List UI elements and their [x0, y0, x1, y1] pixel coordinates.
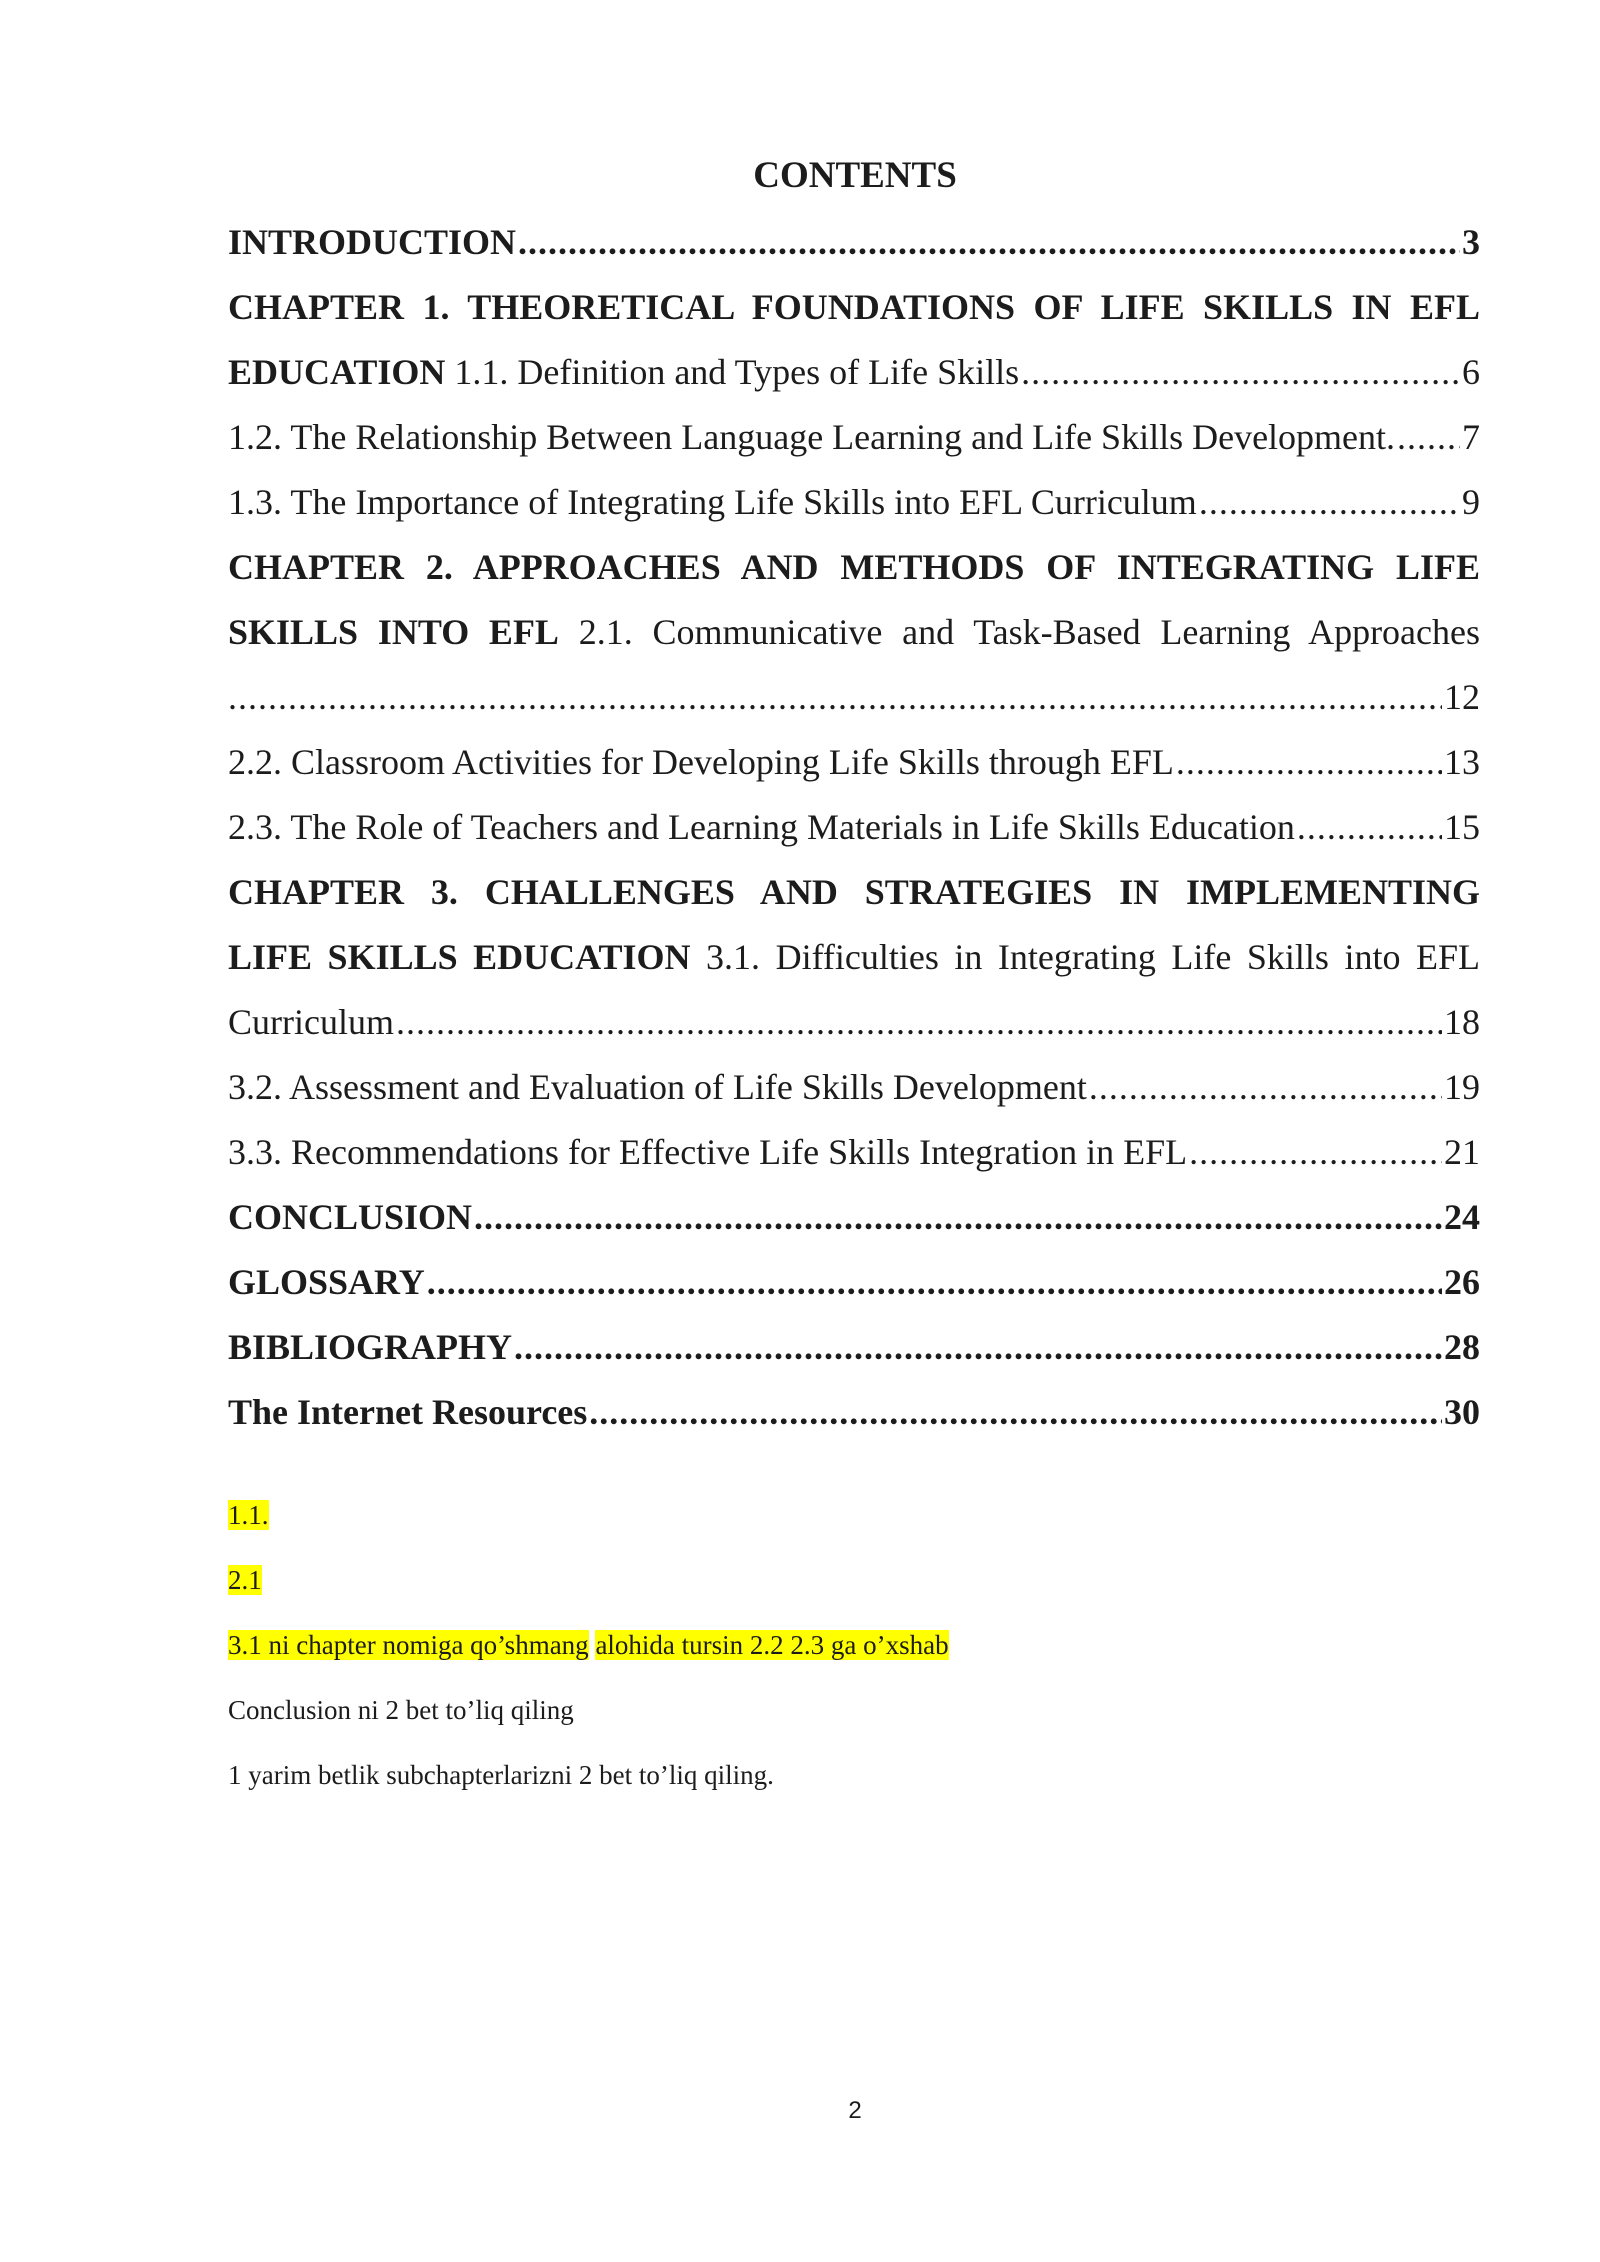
chapter-heading-continuation: SKILLS INTO EFL — [228, 612, 559, 652]
note-line — [228, 1755, 1480, 1820]
page-number: 2 — [848, 2097, 862, 2124]
toc-entry-label: The Internet Resources — [228, 1392, 588, 1432]
toc-entry-conclusion[interactable] — [228, 1187, 1480, 1252]
chapter-heading-continuation: LIFE SKILLS EDUCATION — [228, 937, 691, 977]
toc-entry-label: 2.2. Classroom Activities for Developing Life Skills through EFL — [228, 742, 1174, 782]
highlighted-note: alohida tursin 2.2 2.3 ga o’xshab — [595, 1630, 949, 1660]
chapter-heading-continuation: EDUCATION — [228, 352, 446, 392]
note-line — [228, 1625, 1480, 1690]
toc-entry-3-3[interactable] — [228, 1122, 1480, 1187]
dot-leader — [1189, 1126, 1442, 1178]
toc-entry-label: INTRODUCTION — [228, 222, 517, 262]
toc-entry-label: BIBLIOGRAPHY — [228, 1327, 513, 1367]
toc-page-number: 13 — [1444, 742, 1480, 782]
dot-leader — [1089, 1061, 1442, 1113]
toc-page-number: 12 — [1444, 677, 1480, 717]
dot-leader — [474, 1191, 1442, 1243]
dot-leader — [514, 1321, 1442, 1373]
note-line — [228, 1495, 1480, 1560]
toc-entry-2-1[interactable] — [228, 602, 1480, 667]
toc-page-number: 7 — [1462, 417, 1480, 457]
toc-entry-label: 3.1. Difficulties in Integrating Life Skills into EFL — [706, 937, 1480, 977]
toc-entry-label: Curriculum — [228, 1002, 394, 1042]
toc-chapter-2-heading[interactable] — [228, 537, 1480, 602]
toc-page-number: 19 — [1444, 1067, 1480, 1107]
dot-leader — [1021, 346, 1460, 398]
toc-page-number: 3 — [1462, 222, 1480, 262]
dot-leader — [1199, 476, 1460, 528]
toc-entry-label: 2.1. Communicative and Task-Based Learning Approaches — [578, 612, 1481, 652]
toc-entry-3-2[interactable] — [228, 1057, 1480, 1122]
page-title: CONTENTS — [753, 155, 957, 196]
chapter-heading-text: CHAPTER 2. APPROACHES AND METHODS OF INTEGRATING LIFE — [228, 547, 1480, 587]
toc-entry-label: 2.3. The Role of Teachers and Learning Materials in Life Skills Education — [228, 807, 1295, 847]
note-text: Conclusion ni 2 bet to’liq qiling — [228, 1695, 574, 1725]
toc-entry-label: 1.3. The Importance of Integrating Life Skills into EFL Curriculum — [228, 482, 1197, 522]
dot-leader — [396, 996, 1442, 1048]
toc-entry-1-2[interactable] — [228, 407, 1480, 472]
toc-entry-internet-resources[interactable] — [228, 1382, 1480, 1447]
toc-page-number: 30 — [1444, 1392, 1480, 1432]
toc-page-number: 6 — [1462, 352, 1480, 392]
dot-leader — [518, 216, 1460, 268]
toc-entry-1-3[interactable] — [228, 472, 1480, 537]
dot-leader — [1297, 801, 1442, 853]
highlighted-note: 3.1 ni chapter nomiga qo’shmang — [228, 1630, 589, 1660]
toc-page-number: 9 — [1462, 482, 1480, 522]
toc-chapter-1-heading[interactable] — [228, 277, 1480, 342]
toc-entry-1-1[interactable] — [228, 342, 1480, 407]
dot-leader — [427, 1256, 1442, 1308]
dot-leader — [1397, 411, 1460, 463]
toc-page-number: 21 — [1444, 1132, 1480, 1172]
chapter-heading-text: CHAPTER 1. THEORETICAL FOUNDATIONS OF LIFE SKILLS IN EFL — [228, 287, 1480, 327]
toc-entry-3-1[interactable] — [228, 927, 1480, 992]
toc-entry-label: 1.1. Definition and Types of Life Skills — [454, 352, 1020, 392]
toc-entry-label: GLOSSARY — [228, 1262, 425, 1302]
table-of-contents — [228, 212, 1480, 1447]
toc-entry-glossary[interactable] — [228, 1252, 1480, 1317]
dot-leader — [589, 1386, 1442, 1438]
note-text: 1 yarim betlik subchapterlarizni 2 bet to’liq qiling. — [228, 1760, 774, 1790]
highlighted-note: 2.1 — [228, 1565, 262, 1595]
toc-entry-label: 3.3. Recommendations for Effective Life Skills Integration in EFL — [228, 1132, 1188, 1172]
note-line — [228, 1560, 1480, 1625]
toc-entry-2-2[interactable] — [228, 732, 1480, 797]
toc-entry-label: 3.2. Assessment and Evaluation of Life Skills Development — [228, 1067, 1087, 1107]
toc-entry-2-1-page[interactable] — [228, 667, 1480, 732]
toc-page-number: 18 — [1444, 1002, 1480, 1042]
dot-leader — [228, 671, 1442, 723]
reviewer-notes — [228, 1495, 1480, 1820]
toc-entry-bibliography[interactable] — [228, 1317, 1480, 1382]
toc-page-number: 26 — [1444, 1262, 1480, 1302]
toc-entry-3-1-page[interactable] — [228, 992, 1480, 1057]
dot-leader — [1176, 736, 1442, 788]
toc-entry-label: 1.2. The Relationship Between Language Learning and Life Skills Development. — [228, 417, 1396, 457]
toc-page-number: 24 — [1444, 1197, 1480, 1237]
toc-entry-2-3[interactable] — [228, 797, 1480, 862]
toc-chapter-3-heading[interactable] — [228, 862, 1480, 927]
toc-page-number: 28 — [1444, 1327, 1480, 1367]
toc-entry-label: CONCLUSION — [228, 1197, 473, 1237]
note-line — [228, 1690, 1480, 1755]
highlighted-note: 1.1. — [228, 1500, 269, 1530]
toc-entry-introduction[interactable] — [228, 212, 1480, 277]
toc-page-number: 15 — [1444, 807, 1480, 847]
chapter-heading-text: CHAPTER 3. CHALLENGES AND STRATEGIES IN IMPLEMENTING — [228, 872, 1480, 912]
